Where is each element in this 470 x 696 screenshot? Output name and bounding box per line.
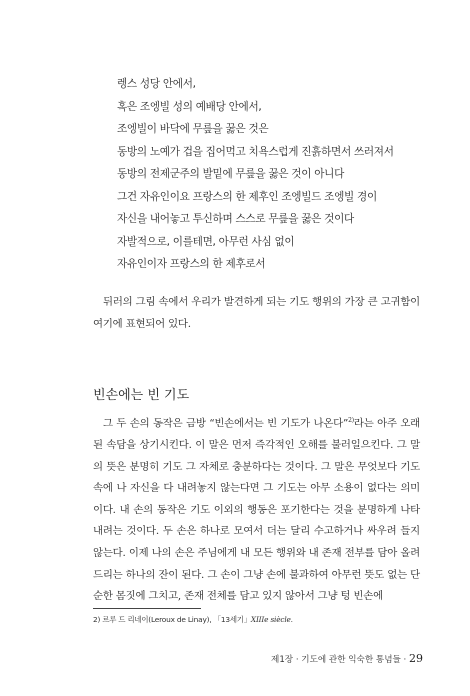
page-footer	[271, 652, 423, 665]
paragraph-2-text-rest: 라는 아주 오래된 속담을 상기시킨다. 이 말은 먼저 즉각적인 오해를 불러일으킨다. 그 말의 뜻은 분명히 기도 그 자체로 충분하다는 것이다. 그 말은 무엇보다 기도 속에 나 자신을 다 내려놓지 않는다면 그 기도는 아무 소용이 없다는 의미이다. 내 손의 동작은 기도 이외의 행동은 포기한다는 것을 분명하게 나타내려는 것이다. 두 손은 하나로 모여서 더는 달리 수고하거나 싸우려 들지 않는다. 이제 나의 손은 주님에게 내 모든 행위와 내 존재 전부를 담아 올려 드리는 하나의 잔이 된다. 그 손이 그냥 손에 불과하여 아무런 뜻도 없는 단순한 몸짓에 그치고, 존재 전체를 담고 있지 않아서 그냥 텅 빈손에	[93, 417, 420, 603]
poem-line: 동방의 노예가 겁을 집어먹고 치욕스럽게 진흙하면서 쓰러져서	[117, 145, 394, 158]
poem-line: 렝스 성당 안에서,	[117, 78, 196, 90]
footnote-reference[interactable]: 2)	[348, 417, 354, 424]
footnote-end: .	[290, 615, 293, 624]
poem-line: 조엥빌이 바닥에 무릎을 꿇은 것은	[117, 123, 269, 135]
footnote-title-italic: XIIIe siècle	[250, 615, 291, 624]
paragraph-2-text-start: 그 두 손의 동작은 금방 “빈손에서는 빈 기도가 나온다”	[103, 417, 349, 430]
footnote-author: 르루 드 리네이(Leroux de Linay),	[102, 615, 212, 624]
body-paragraph-2	[93, 410, 420, 608]
running-footer-chapter: 제1장 · 기도에 관한 익숙한 통념들 ·	[271, 655, 409, 665]
poem-line: 자신을 내어놓고 투신하며 스스로 무릎을 꿇은 것이다	[117, 213, 354, 225]
paragraph-1-text: 뒤러의 그림 속에서 우리가 발견하게 되는 기도 행위의 가장 큰 고귀함이 여기에 표현되어 있다.	[93, 296, 420, 330]
body-paragraph-1	[93, 292, 420, 335]
poem-line: 자발적으로, 이를테면, 아무런 사심 없이	[117, 235, 295, 248]
footnote-number: 2)	[93, 615, 101, 624]
poem-block	[117, 73, 447, 276]
page-number: 29	[409, 652, 423, 665]
footnote	[93, 614, 423, 625]
poem-line: 자유인이자 프랑스의 한 제후로서	[117, 258, 266, 270]
footnote-divider	[93, 608, 201, 609]
poem-line: 그건 자유인이요 프랑스의 한 제후인 조엥빌드 조엥빌 경이	[117, 190, 377, 203]
section-heading: 빈손에는 빈 기도	[93, 388, 190, 403]
footnote-title: 「13세기」	[213, 615, 251, 624]
poem-line: 동방의 전제군주의 발밑에 무릎을 꿇은 것이 아니다	[117, 168, 345, 180]
poem-line: 혹은 조엥빌 성의 예배당 안에서,	[117, 100, 262, 113]
